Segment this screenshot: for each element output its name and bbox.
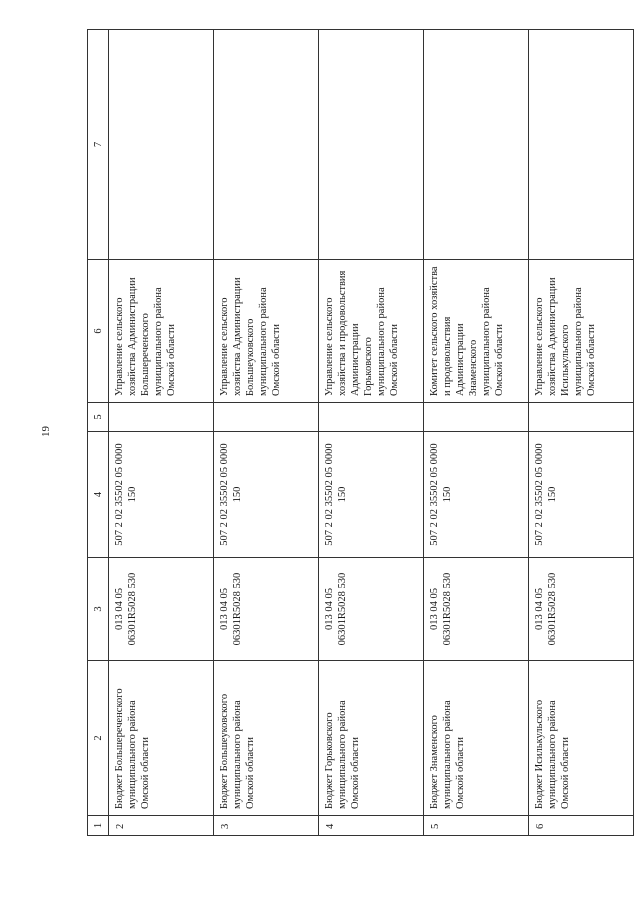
code-cell: 013 04 05 06301R5028 530 xyxy=(529,558,634,661)
rotated-table-container xyxy=(87,30,601,836)
header-cell-7: 7 xyxy=(88,30,109,260)
row-number: 3 xyxy=(214,816,319,836)
table-row xyxy=(424,30,529,836)
row-number: 6 xyxy=(529,816,634,836)
budget-cell: Бюджет Большереченского муниципального района Омской области xyxy=(109,661,214,816)
code-cell: 013 04 05 06301R5028 530 xyxy=(319,558,424,661)
row-number: 2 xyxy=(109,816,214,836)
table-row xyxy=(529,30,634,836)
kbk-cell: 507 2 02 35502 05 0000 150 xyxy=(319,432,424,558)
header-cell-6: 6 xyxy=(88,260,109,403)
col7-cell xyxy=(109,30,214,260)
col5-cell xyxy=(529,403,634,432)
col5-cell xyxy=(109,403,214,432)
kbk-cell: 507 2 02 35502 05 0000 150 xyxy=(529,432,634,558)
col7-cell xyxy=(214,30,319,260)
kbk-cell: 507 2 02 35502 05 0000 150 xyxy=(214,432,319,558)
kbk-cell: 507 2 02 35502 05 0000 150 xyxy=(109,432,214,558)
table-row xyxy=(214,30,319,836)
admin-cell: Управление сельского хозяйства Администрации Исилькульского муниципального района Омской области xyxy=(529,260,634,403)
kbk-cell: 507 2 02 35502 05 0000 150 xyxy=(424,432,529,558)
code-cell: 013 04 05 06301R5028 530 xyxy=(109,558,214,661)
header-cell-3: 3 xyxy=(88,558,109,661)
col7-cell xyxy=(319,30,424,260)
header-cell-4: 4 xyxy=(88,432,109,558)
table-row xyxy=(319,30,424,836)
code-cell: 013 04 05 06301R5028 530 xyxy=(214,558,319,661)
admin-cell: Управление сельского хозяйства Администрации Большереченского муниципального района Омской области xyxy=(109,260,214,403)
row-number: 4 xyxy=(319,816,424,836)
table-row xyxy=(109,30,214,836)
row-number: 5 xyxy=(424,816,529,836)
admin-cell: Управление сельского хозяйства и продовольствия Администрации Горьковского муниципального района Омской области xyxy=(319,260,424,403)
budget-cell: Бюджет Знаменского муниципального района Омской области xyxy=(424,661,529,816)
header-cell-2: 2 xyxy=(88,661,109,816)
col5-cell xyxy=(319,403,424,432)
budget-cell: Бюджет Горьковского муниципального района Омской области xyxy=(319,661,424,816)
admin-cell: Управление сельского хозяйства Администрации Большеуковского муниципального района Омской области xyxy=(214,260,319,403)
col5-cell xyxy=(214,403,319,432)
budget-table xyxy=(87,29,634,836)
header-row xyxy=(88,30,109,836)
budget-cell: Бюджет Большеуковского муниципального района Омской области xyxy=(214,661,319,816)
col7-cell xyxy=(424,30,529,260)
header-cell-5: 5 xyxy=(88,403,109,432)
admin-cell: Комитет сельского хозяйства и продовольствия Администрации Знаменского муниципального района Омской области xyxy=(424,260,529,403)
header-cell-1: 1 xyxy=(88,816,109,836)
code-cell: 013 04 05 06301R5028 530 xyxy=(424,558,529,661)
col5-cell xyxy=(424,403,529,432)
col7-cell xyxy=(529,30,634,260)
budget-cell: Бюджет Исилькульского муниципального района Омской области xyxy=(529,661,634,816)
page-number: 19 xyxy=(40,426,52,437)
